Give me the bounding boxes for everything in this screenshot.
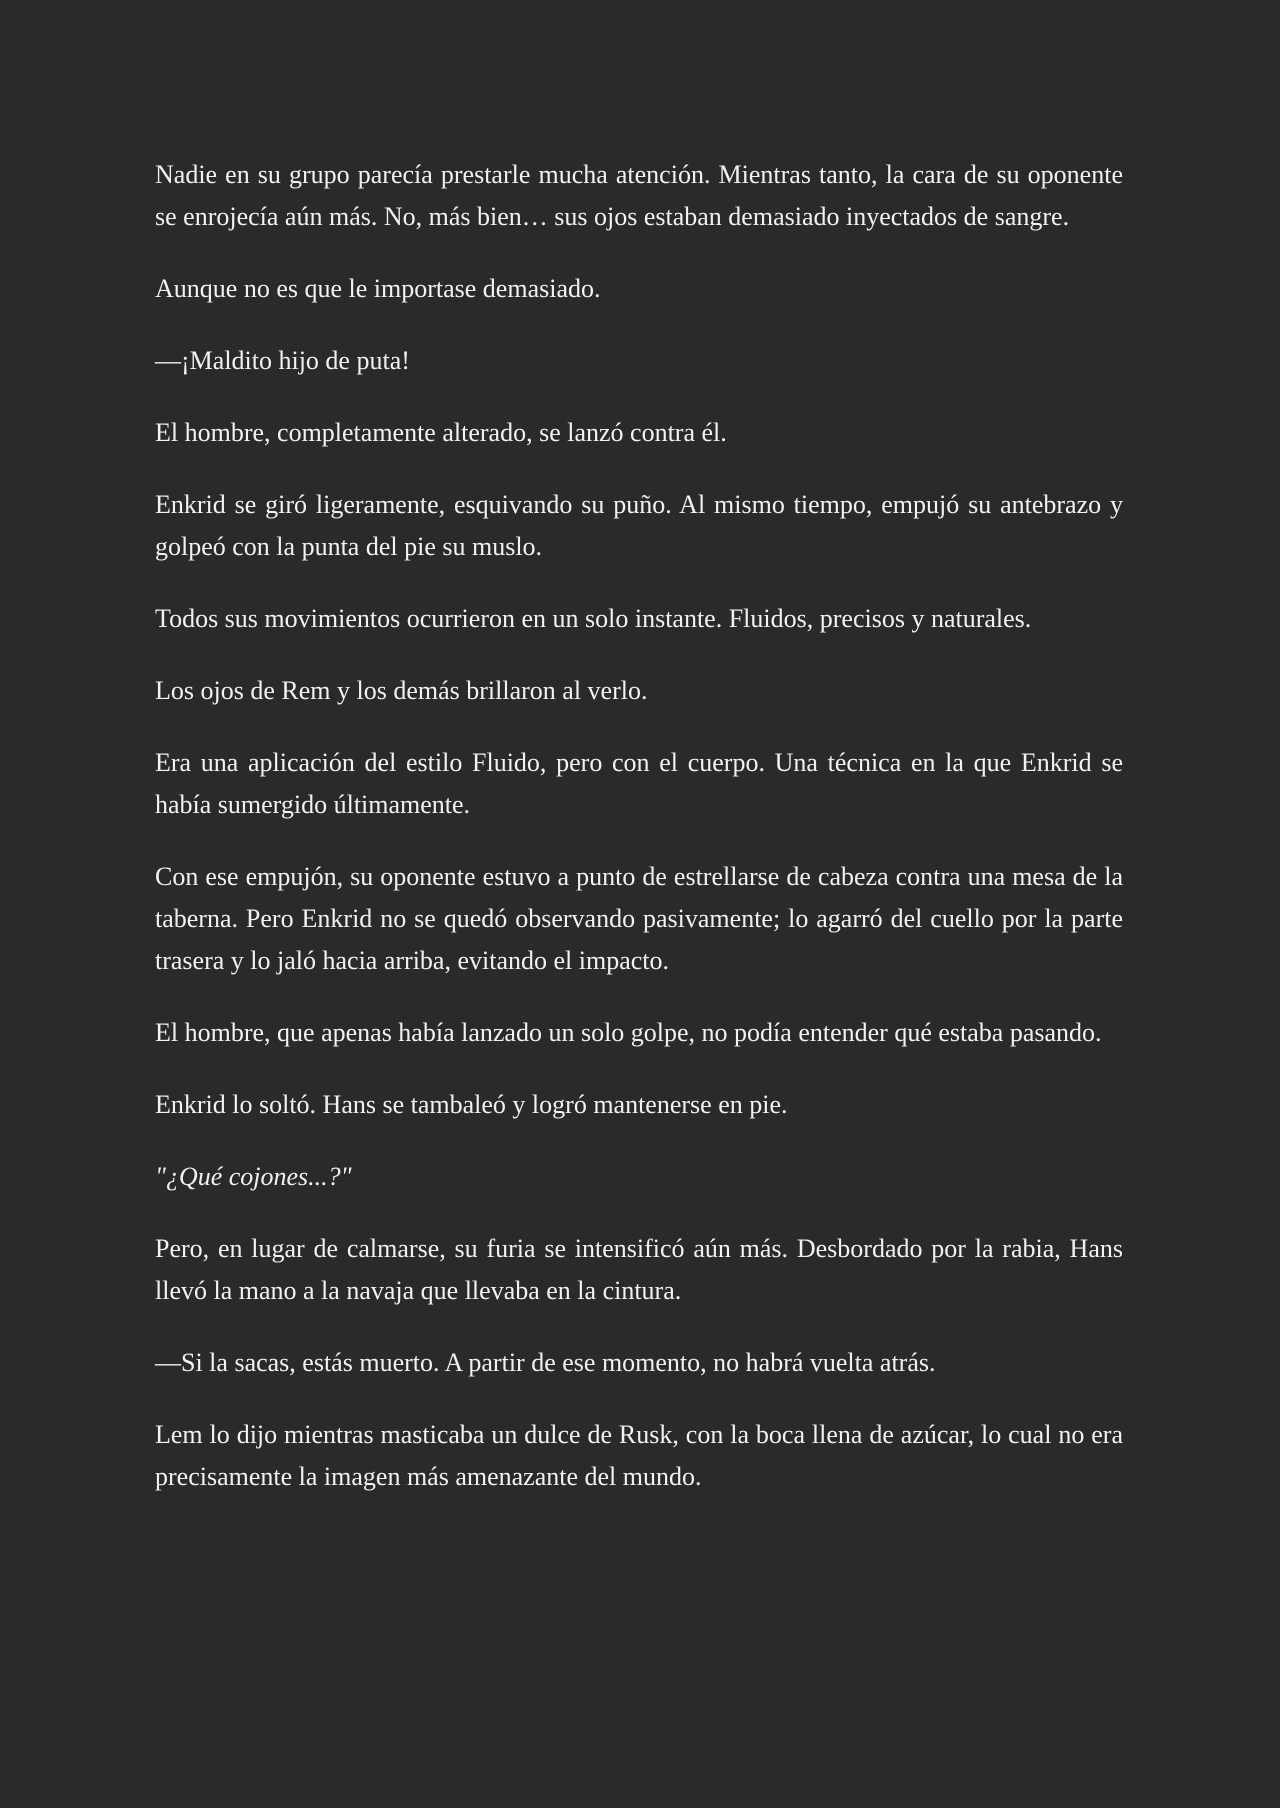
- paragraph: Aunque no es que le importase demasiado.: [155, 274, 601, 303]
- paragraph: Los ojos de Rem y los demás brillaron al verlo.: [155, 676, 648, 705]
- thought-paragraph: "¿Qué cojones...?": [155, 1162, 352, 1191]
- paragraph: Con ese empujón, su oponente estuvo a punto de estrellarse de cabeza contra una mesa de la taberna. Pero Enkrid no se quedó observando pasivamente; lo agarró del cuello por la parte trasera y lo jaló hacia arriba, evitando el impacto.: [155, 862, 1123, 975]
- dialogue-paragraph: —¡Maldito hijo de puta!: [155, 346, 410, 375]
- paragraph: Todos sus movimientos ocurrieron en un solo instante. Fluidos, precisos y naturales.: [155, 604, 1032, 633]
- dialogue-paragraph: —Si la sacas, estás muerto. A partir de ese momento, no habrá vuelta atrás.: [155, 1348, 936, 1377]
- paragraph: Enkrid lo soltó. Hans se tambaleó y logró mantenerse en pie.: [155, 1090, 788, 1119]
- paragraph: Lem lo dijo mientras masticaba un dulce de Rusk, con la boca llena de azúcar, lo cual no era precisamente la imagen más amenazante del mundo.: [155, 1420, 1123, 1491]
- paragraph: Nadie en su grupo parecía prestarle mucha atención. Mientras tanto, la cara de su oponente se enrojecía aún más. No, más bien… sus ojos estaban demasiado inyectados de sangre.: [155, 160, 1123, 231]
- paragraph: Pero, en lugar de calmarse, su furia se intensificó aún más. Desbordado por la rabia, Hans llevó la mano a la navaja que llevaba en la cintura.: [155, 1234, 1123, 1305]
- paragraph: Era una aplicación del estilo Fluido, pero con el cuerpo. Una técnica en la que Enkrid se había sumergido últimamente.: [155, 748, 1123, 819]
- paragraph: El hombre, completamente alterado, se lanzó contra él.: [155, 418, 727, 447]
- paragraph: Enkrid se giró ligeramente, esquivando su puño. Al mismo tiempo, empujó su antebrazo y golpeó con la punta del pie su muslo.: [155, 490, 1123, 561]
- paragraph: El hombre, que apenas había lanzado un solo golpe, no podía entender qué estaba pasando.: [155, 1018, 1102, 1047]
